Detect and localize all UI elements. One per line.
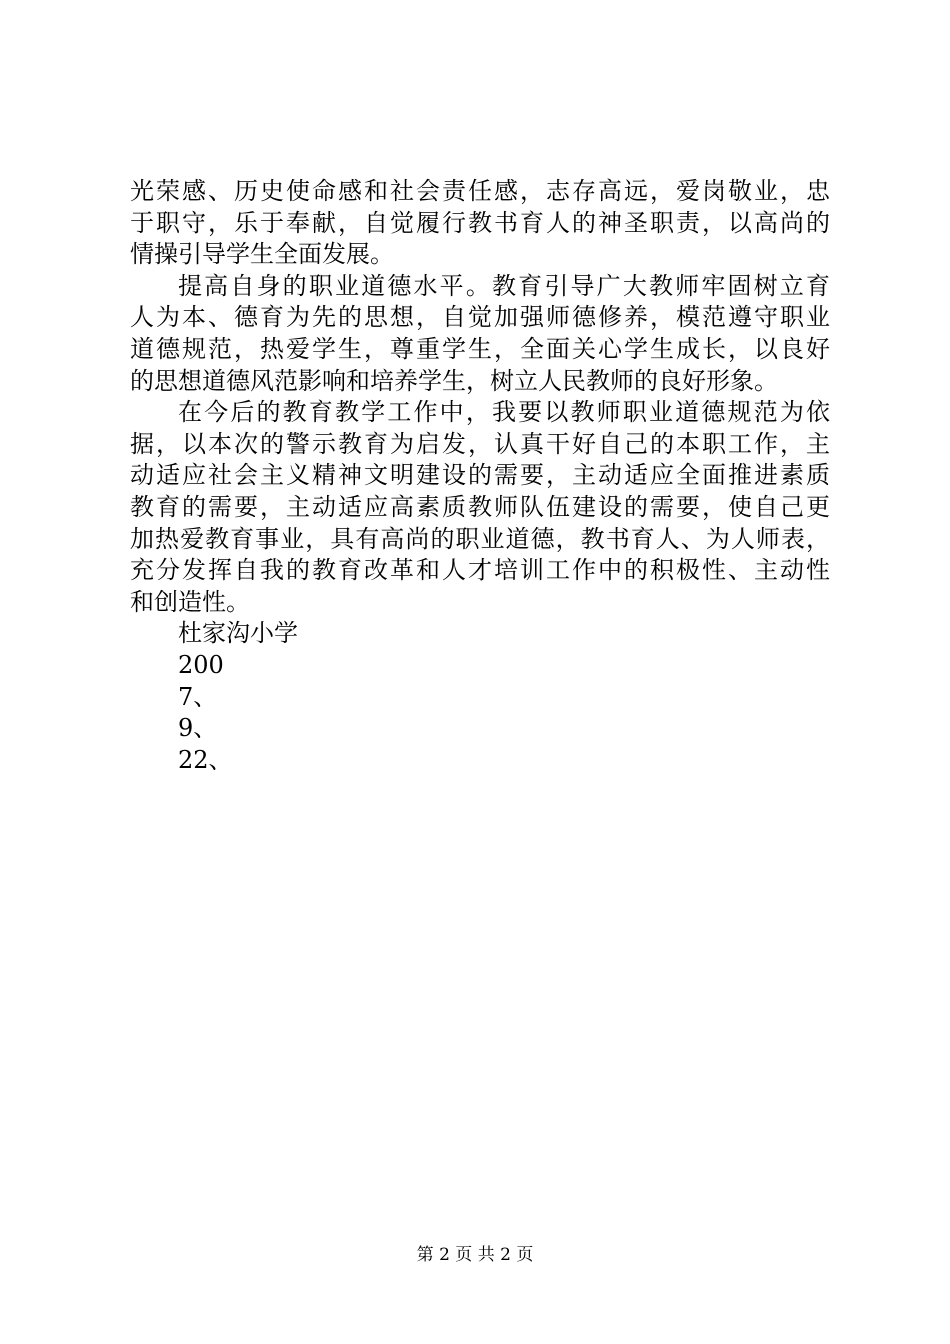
text-line: 于职守，乐于奉献，自觉履行教书育人的神圣职责，以高尚的 <box>130 208 830 237</box>
text-line: 人为本、德育为先的思想，自觉加强师德修养，模范遵守职业 <box>130 303 830 332</box>
text-line: 充分发挥自我的教育改革和人才培训工作中的积极性、主动性 <box>130 556 830 585</box>
text-line: 情操引导学生全面发展。 <box>130 240 394 269</box>
text-line: 道德规范，热爱学生，尊重学生，全面关心学生成长，以良好 <box>130 334 830 363</box>
page-number-footer: 第 2 页 共 2 页 <box>416 1245 534 1265</box>
text-line: 的思想道德风范影响和培养学生，树立人民教师的良好形象。 <box>130 366 778 395</box>
text-line: 和创造性。 <box>130 587 250 616</box>
document-body <box>130 176 830 776</box>
text-line: 在今后的教育教学工作中，我要以教师职业道德规范为依 <box>178 398 830 427</box>
date-part: 9、 <box>178 714 218 743</box>
text-line: 教育的需要，主动适应高素质教师队伍建设的需要，使自己更 <box>130 492 830 521</box>
text-line: 提高自身的职业道德水平。教育引导广大教师牢固树立育 <box>178 271 830 300</box>
date-part: 7、 <box>178 682 218 711</box>
text-line: 动适应社会主义精神文明建设的需要，主动适应全面推进素质 <box>130 461 830 490</box>
text-line: 光荣感、历史使命感和社会责任感，志存高远，爱岗敬业，忠 <box>130 177 830 205</box>
signature-school: 杜家沟小学 <box>178 619 298 648</box>
text-line: 加热爱教育事业，具有高尚的职业道德，教书育人、为人师表， <box>130 524 830 553</box>
text-line: 据，以本次的警示教育为启发，认真干好自己的本职工作，主 <box>130 429 830 458</box>
date-part: 22、 <box>178 745 233 774</box>
date-part: 200 <box>178 650 224 679</box>
